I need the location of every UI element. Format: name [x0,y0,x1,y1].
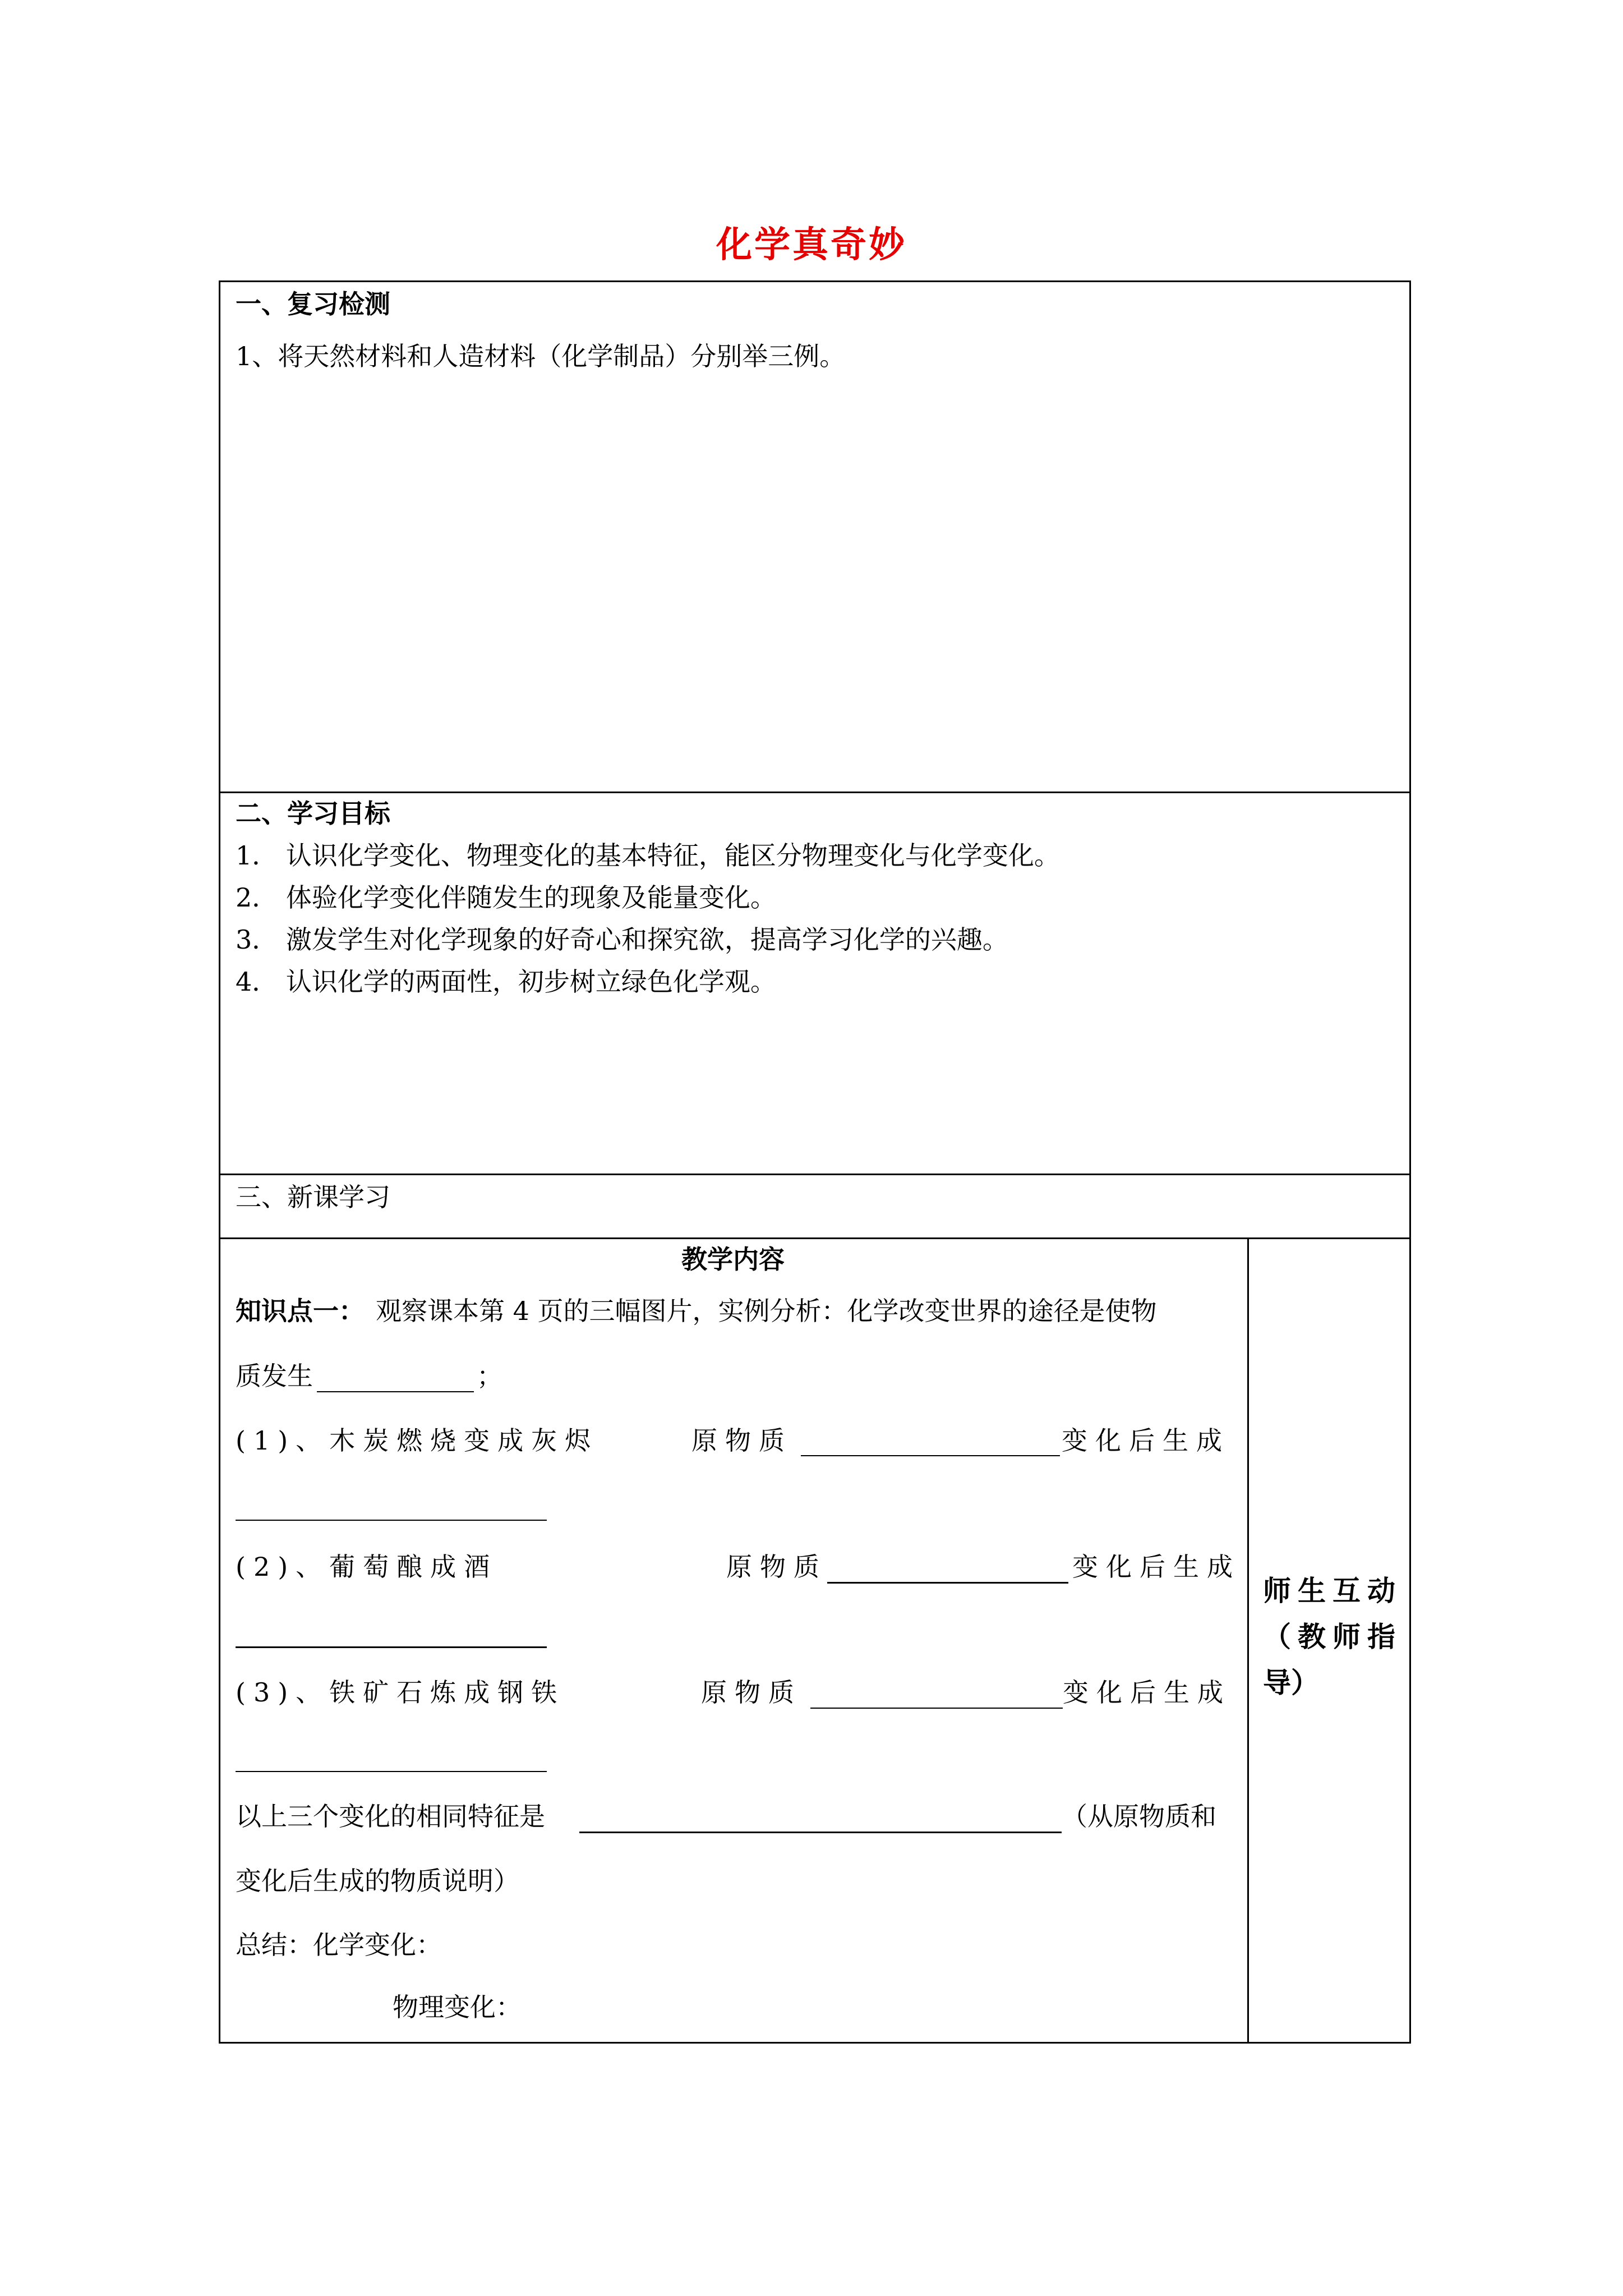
objective-item-1: 1． 认识化学变化、物理变化的基本特征，能区分物理变化与化学变化。 [236,840,1060,871]
example-1-after-label: 变化后生成 [1062,1425,1230,1456]
knowledge-point-text: 观察课本第 4 页的三幅图片，实例分析：化学改变世界的途径是使物 [376,1296,1157,1326]
side-column-line-3: 导） [1263,1666,1319,1699]
example-3-orig-blank[interactable] [810,1708,1063,1709]
example-3-orig-label: 原物质 [701,1677,802,1708]
objectives-heading: 二、学习目标 [236,798,390,829]
column-divider [1247,1237,1249,2044]
example-1-orig-blank[interactable] [801,1455,1060,1456]
example-1-after-blank[interactable] [236,1520,547,1521]
objective-item-3: 3． 激发学生对化学现象的好奇心和探究欲，提高学习化学的兴趣。 [236,924,1008,955]
common-feature-label: 以上三个变化的相同特征是 [236,1801,545,1832]
page-title: 化学真奇妙 [716,224,907,266]
example-3-after-blank[interactable] [236,1771,547,1772]
summary-chemical-change: 总结：化学变化： [236,1930,442,1960]
new-lesson-content [219,1237,1411,2044]
knowledge-point-label: 知识点一： [236,1296,365,1326]
objective-item-4: 4． 认识化学的两面性，初步树立绿色化学观。 [236,967,776,997]
common-feature-blank[interactable] [579,1832,1062,1833]
side-column-line-2: （教师指 [1263,1620,1402,1653]
summary-physical-change: 物理变化： [393,1992,522,2022]
example-2-orig-blank[interactable] [827,1582,1068,1584]
objective-item-2: 2． 体验化学变化伴随发生的现象及能量变化。 [236,882,776,913]
example-2-orig-label: 原物质 [726,1552,827,1582]
example-2-after-label: 变化后生成 [1072,1552,1241,1582]
content-header: 教学内容 [681,1244,785,1274]
example-2-after-blank[interactable] [236,1646,547,1648]
side-column-line-1: 师生互动 [1263,1574,1402,1607]
change-type-blank[interactable] [317,1391,474,1392]
common-feature-note: （从原物质和 [1062,1801,1216,1832]
knowledge-point-end: ； [477,1361,502,1391]
example-2-label: (2)、葡萄酿成酒 [236,1552,498,1582]
example-3-label: (3)、铁矿石炼成钢铁 [236,1677,565,1708]
example-3-after-label: 变化后生成 [1063,1677,1231,1708]
common-feature-note2: 变化后生成的物质说明） [236,1866,519,1896]
knowledge-point-text2: 质发生 [236,1361,313,1391]
new-lesson-heading: 三、新课学习 [236,1182,390,1212]
review-heading: 一、复习检测 [236,289,390,319]
example-1-orig-label: 原物质 [691,1425,792,1456]
review-question: 1、将天然材料和人造材料（化学制品）分别举三例。 [236,341,846,371]
example-1-label: (1)、木炭燃烧变成灰烬 [236,1425,599,1456]
new-lesson-header-row [219,1174,1411,1239]
